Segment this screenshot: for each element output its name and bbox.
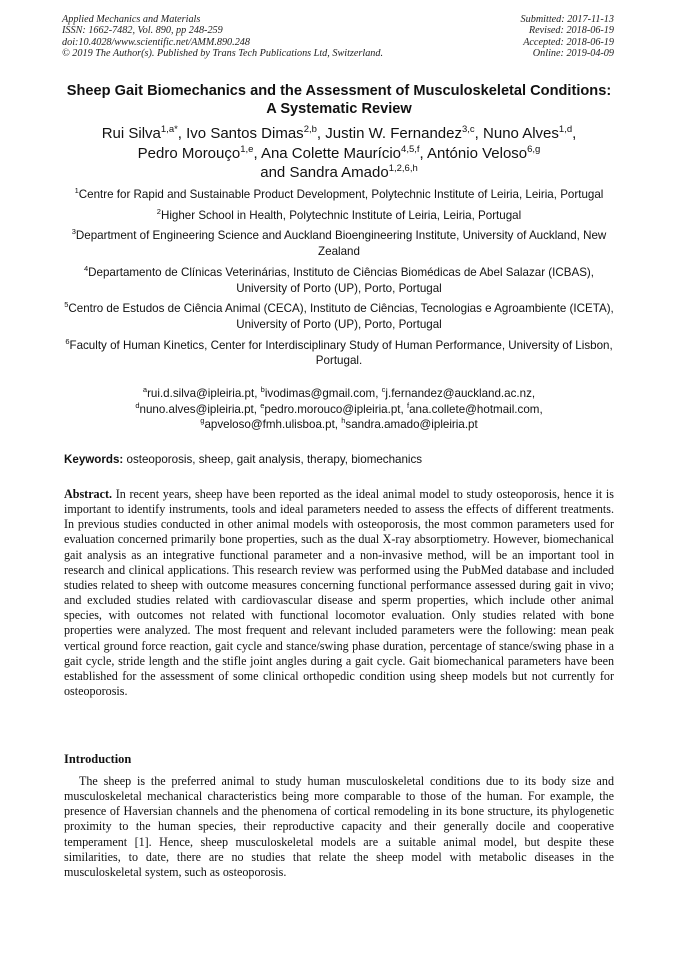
author: Ivo Santos Dimas$^{2,b}$, (186, 124, 326, 142)
keywords-label: Keywords: (64, 453, 124, 466)
submission-dates (521, 14, 614, 59)
email[interactable]: $^g$apveloso@fmh.ulisboa.pt, (200, 416, 342, 432)
email[interactable]: $^d$nuno.alves@ipleiria.pt, (135, 400, 261, 416)
abstract-label: Abstract. (64, 487, 113, 501)
author: Ana Colette Maurício$^{4,5,f}$, (260, 143, 428, 162)
paper-title: Sheep Gait Biomechanics and the Assessment of Musculoskeletal Conditions: A Systematic Review (66, 83, 612, 117)
affiliation: $^2$Higher School in Health, Polytechnic Institute of Leiria, Leiria, Portugal (156, 206, 522, 222)
date-online: Online: 2019-04-09 (532, 47, 614, 59)
email[interactable]: $^a$rui.d.silva@ipleiria.pt, (142, 385, 261, 400)
affiliation: $^1$Centre for Rapid and Sustainable Product Development, Polytechnic Institute of Leiria, Leiria, Portugal (74, 186, 604, 201)
affiliation: $^6$Faculty of Human Kinetics, Center for Interdisciplinary Study of Human Performance, University of Lisbon, Portugal. (65, 336, 613, 368)
email[interactable]: $^e$pedro.morouco@ipleiria.pt, (260, 400, 407, 416)
author: Nuno Alves$^{1,d}$, (483, 124, 577, 142)
journal-info (62, 14, 383, 59)
date-revised: Revised: 2018-06-19 (528, 25, 614, 37)
journal-issn: ISSN: 1662-7482, Vol. 890, pp 248-259 (62, 25, 223, 37)
affiliation: $^4$Departamento de Clínicas Veterinárias, Instituto de Ciências Biomédicas de Abel Salazar (ICBAS), University of Porto (UP), Porto, Portugal (83, 263, 595, 295)
affiliation: $^3$Department of Engineering Science and Auckland Bioengineering Institute, University of Auckland, New Zealand (71, 227, 607, 259)
email[interactable]: $^c$j.fernandez@auckland.ac.nz, (381, 385, 536, 400)
email-list (60, 386, 618, 433)
journal-doi: doi:10.4028/www.scientific.net/AMM.890.248 (62, 36, 250, 48)
affiliation-list (60, 187, 618, 374)
author: Rui Silva$^{1,a*}$, (101, 124, 187, 142)
date-accepted: Accepted: 2018-06-19 (523, 36, 614, 48)
author: Pedro Morouço$^{1,e}$, (137, 143, 261, 162)
keywords-text: osteoporosis, sheep, gait analysis, therapy, biomechanics (126, 453, 423, 466)
author: Justin W. Fernandez$^{3,c}$, (325, 124, 484, 142)
affiliation: $^5$Centro de Estudos de Ciência Animal (CECA), Instituto de Ciências, Tecnologias e Agroambiente (ICETA), University of Porto (UP), Porto, Portugal (64, 300, 614, 331)
author: António Veloso$^{6,g}$ (427, 143, 541, 162)
keywords (64, 452, 616, 467)
journal-copyright: © 2019 The Author(s). Published by Trans Tech Publications Ltd, Switzerland. (62, 47, 384, 59)
author-list (60, 124, 618, 183)
introduction-paragraph: The sheep is the preferred animal to study human musculoskeletal conditions due to its body size and musculoskeletal mechanical characteristics being more comparable to those of the human. For example, the presence of Haversian channels and the phenomena of cortical remodeling in its bone structure, its phylogenetic proximity to the human species, their reproductive capacity and their generally docile and cooperative temperament [1]. Hence, sheep musculoskeletal models are a suitable animal model, but despite these similarities, to date, there are no studies that relate the sheep model with metabolic diseases in the musculoskeletal system, such as osteoporosis. (64, 774, 614, 879)
author: and Sandra Amado$^{1,2,6,h}$ (260, 163, 418, 181)
email[interactable]: $^h$sandra.amado@ipleiria.pt (341, 416, 478, 432)
abstract (64, 487, 614, 699)
email[interactable]: $^b$ivodimas@gmail.com, (260, 385, 382, 400)
email[interactable]: $^f$ana.collete@hotmail.com, (406, 400, 543, 416)
abstract-text: In recent years, sheep have been reported as the ideal animal model to study osteoporosis, hence it is important to identify instruments, tools and ideal parameters needed to assess the effects of different treatments. In previous studies conducted in other animal models with osteoporosis, the most common parameters used for evaluation concerned primarily bone properties, such as the dual X-ray absorptiometry. However, biomechanical gait analysis as an integrative functional parameter and a non-invasive method, will be an important tool in research and clinical applications. This research review was performed using the PubMed database and included studies related to sheep with outcome measures concerning functional performance assessed during gait in vivo; and excluded studies related with cardiovascular disease and sperm properties, which include other animal species, with outcomes not related with functional locomotor evaluation. Only studies related with bone properties were analyzed. The most frequent and relevant included parameters were the following: mean peak vertical ground force reaction, gait cycle and stance/swing phase duration, percentage of stance/swing phase in a gait cycle, stride length and the stifle joint angles during a gait cycle. Gait biomechanical parameters have been established for the assessment of some clinical orthopedic condition using sheep models but not currently for osteoporosis. (64, 487, 614, 699)
date-submitted: Submitted: 2017-11-13 (520, 14, 614, 25)
journal-name: Applied Mechanics and Materials (62, 14, 201, 25)
introduction-heading: Introduction (64, 752, 132, 766)
